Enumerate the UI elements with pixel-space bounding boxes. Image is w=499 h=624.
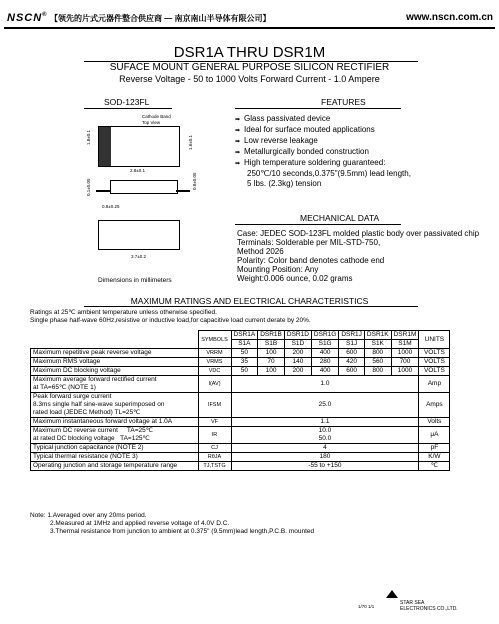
feature-item: ➡ High temperature soldering guaranteed: xyxy=(235,158,386,167)
ratings-heading: MAXIMUM RATINGS AND ELECTRICAL CHARACTERISTICS xyxy=(130,296,369,306)
subtitle: SUFACE MOUNT GENERAL PURPOSE SILICON RECTIFIER xyxy=(109,62,390,73)
value-cell: 400 xyxy=(311,349,338,358)
param-cell: Typical thermal resistance (NOTE 3) xyxy=(31,453,199,462)
mech-line: Method 2026 xyxy=(237,247,284,256)
table-row xyxy=(31,358,450,367)
symbol-cell: IR xyxy=(198,427,231,444)
rating-line: Reverse Voltage - 50 to 1000 Volts Forward Current - 1.0 Ampere xyxy=(119,74,380,84)
param-cell: Maximum repetitive peak reverse voltage xyxy=(31,349,199,358)
symbol-cell: TJ,TSTG xyxy=(198,462,231,471)
mechanical-heading: MECHANICAL DATA xyxy=(300,213,380,223)
dim-lead-width: 0.8±0.25 xyxy=(102,204,120,209)
param-cell: Maximum DC blocking voltage xyxy=(31,367,199,376)
param-cell: Typical junction capacitance (NOTE 2) xyxy=(31,444,199,453)
cathode-band xyxy=(99,127,111,166)
value-cell: 600 xyxy=(339,367,365,376)
notes xyxy=(30,512,314,536)
notes-label: Note: xyxy=(30,512,46,519)
footer-brand-line: STAR SEA xyxy=(400,600,425,606)
value-cell: 10.0 50.0 xyxy=(231,427,419,444)
footer-logo-icon xyxy=(386,590,398,598)
code-header: S1M xyxy=(391,340,419,349)
feature-item: ➡ Metallurgically bonded construction xyxy=(235,147,369,156)
unit-cell: Volts xyxy=(419,418,450,427)
unit-cell: VOLTS xyxy=(419,349,450,358)
part-header: DSR1G xyxy=(311,331,338,340)
feature-item: ➡ Glass passivated device xyxy=(235,114,331,123)
top-view-label: Top View xyxy=(142,120,161,125)
param-cell: Maximum DC reverse current TA=25℃ at rated DC blocking voltage TA=125℃ xyxy=(31,427,199,444)
ratings-underline xyxy=(84,306,418,307)
note-item: 2.Measured at 1MHz and applied reverse voltage of 4.0V D.C. xyxy=(50,520,230,527)
lead-left xyxy=(96,190,110,192)
value-cell: 100 xyxy=(258,367,285,376)
value-cell: 1000 xyxy=(391,367,419,376)
package-name: SOD-123FL xyxy=(104,97,150,107)
dim-right-height: 1.6±0.1 xyxy=(188,135,193,150)
code-header: S1G xyxy=(311,340,338,349)
package-underline xyxy=(84,108,172,109)
footer-code: 1/70 1/1 xyxy=(358,604,375,609)
unit-cell: VOLTS xyxy=(419,367,450,376)
value-cell: 200 xyxy=(284,367,311,376)
company-name: 【领先的片式元器件整合供应商 — 南京南山半导体有限公司】 xyxy=(50,14,271,23)
value-cell: 35 xyxy=(231,358,258,367)
param-cell: Operating junction and storage temperature range xyxy=(31,462,199,471)
feature-continuation: 5 lbs. (2.3kg) tension xyxy=(247,179,322,188)
package-top-view xyxy=(98,126,180,167)
brand-logo: NSCN® xyxy=(7,12,48,24)
param-cell: Maximum instantaneous forward voltage at 1.0A xyxy=(31,418,199,427)
value-cell: 560 xyxy=(364,358,391,367)
table-row xyxy=(31,444,450,453)
table-row xyxy=(31,367,450,376)
table-row xyxy=(31,349,450,358)
package-side-view xyxy=(110,180,178,194)
feature-item: ➡ Ideal for surface mouted applications xyxy=(235,125,375,134)
mech-line: Terminals: Solderable per MIL-STD-750, xyxy=(237,238,381,247)
spec-table xyxy=(30,330,450,471)
unit-cell: μA xyxy=(419,427,450,444)
mechanical-data xyxy=(237,229,499,283)
features-underline xyxy=(235,108,401,109)
lead-right xyxy=(176,190,190,192)
unit-cell: ℃ xyxy=(419,462,450,471)
cathode-label: Cathode Band xyxy=(142,114,171,119)
note-item: 1.Averaged over any 20ms period. xyxy=(47,512,147,519)
unit-cell: Amp xyxy=(419,376,450,393)
header-rule xyxy=(4,27,495,29)
dim-total-width: 3.7±0.2 xyxy=(131,254,146,259)
value-cell: 1.0 xyxy=(231,376,419,393)
value-cell: 200 xyxy=(284,349,311,358)
mechanical-underline xyxy=(235,224,401,225)
feature-item: ➡ Low reverse leakage xyxy=(235,136,318,145)
code-header: S1K xyxy=(364,340,391,349)
value-cell: 100 xyxy=(258,349,285,358)
part-header: DSR1B xyxy=(258,331,285,340)
symbol-cell: CJ xyxy=(198,444,231,453)
unit-cell: pF xyxy=(419,444,450,453)
value-cell: 140 xyxy=(284,358,311,367)
value-cell: 1.1 xyxy=(231,418,419,427)
symbol-cell: IFSM xyxy=(198,393,231,418)
value-cell: 280 xyxy=(311,358,338,367)
table-row xyxy=(31,453,450,462)
mech-line: Mounting Position: Any xyxy=(237,265,319,274)
symbol-cell: VRRM xyxy=(198,349,231,358)
part-header: DSR1A xyxy=(231,331,258,340)
header-blank xyxy=(31,331,199,349)
table-row xyxy=(31,393,450,418)
table-header-row xyxy=(31,331,450,340)
symbol-cell: VF xyxy=(198,418,231,427)
unit-cell: VOLTS xyxy=(419,358,450,367)
ratings-note: Single phase half-wave 60Hz,resistive or inductive load,for capacitive load current derate by 20%. xyxy=(30,317,311,324)
part-header: DSR1K xyxy=(364,331,391,340)
features-list xyxy=(235,114,411,189)
ratings-notes xyxy=(30,309,311,325)
dim-body-width: 2.8±0.1 xyxy=(130,168,145,173)
mech-line: Weight:0.006 ounce, 0.02 grams xyxy=(237,274,353,283)
value-cell: 25.0 xyxy=(231,393,419,418)
symbols-header: SYMBOLS xyxy=(198,331,231,349)
table-row xyxy=(31,376,450,393)
mech-line: Polarity: Color band denotes cathode end xyxy=(237,256,385,265)
symbol-cell: RθJA xyxy=(198,453,231,462)
page-title: DSR1A THRU DSR1M xyxy=(173,44,326,61)
dims-note: Dimensions in millimeters xyxy=(98,277,172,284)
code-header: S1D xyxy=(284,340,311,349)
value-cell: 50 xyxy=(231,367,258,376)
symbol-cell: I(AV) xyxy=(198,376,231,393)
value-cell: -55 to +150 xyxy=(231,462,419,471)
value-cell: 600 xyxy=(339,349,365,358)
value-cell: 400 xyxy=(311,367,338,376)
mech-line: Case: JEDEC SOD-123FL molded plastic body over passivated chip xyxy=(237,229,480,238)
dim-side-height: 0.1±0.05 xyxy=(86,178,91,196)
code-header: S1B xyxy=(258,340,285,349)
symbol-cell: VRMS xyxy=(198,358,231,367)
value-cell: 70 xyxy=(258,358,285,367)
footer-brand xyxy=(386,590,458,612)
value-cell: 420 xyxy=(339,358,365,367)
package-footprint xyxy=(98,220,180,250)
value-cell: 800 xyxy=(364,349,391,358)
unit-cell: Amps xyxy=(419,393,450,418)
value-cell: 50 xyxy=(231,349,258,358)
value-cell: 1000 xyxy=(391,349,419,358)
code-header: S1A xyxy=(231,340,258,349)
param-cell: Maximum average forward rectified current at TA=65℃ (NOTE 1) xyxy=(31,376,199,393)
website-url[interactable]: www.nscn.com.cn xyxy=(406,12,493,23)
footer-brand-line: ELECTRONICS CO.,LTD. xyxy=(400,606,458,612)
dim-left-height: 1.8±0.1 xyxy=(86,130,91,145)
part-header: DSR1J xyxy=(339,331,365,340)
param-cell: Maximum RMS voltage xyxy=(31,358,199,367)
ratings-note: Ratings at 25℃ ambient temperature unless otherwise specified. xyxy=(30,309,217,316)
note-item: 3.Thermal resistance from junction to ambient at 0.375" (9.5mm)lead length,P.C.B. mounted xyxy=(50,528,315,535)
symbol-cell: VDC xyxy=(198,367,231,376)
features-heading: FEATURES xyxy=(321,97,366,107)
feature-continuation: 250℃/10 seconds,0.375"(9.5mm) lead length, xyxy=(247,169,411,178)
value-cell: 4 xyxy=(231,444,419,453)
value-cell: 700 xyxy=(391,358,419,367)
param-cell: Peak forward surge current 8.3ms single half sine-wave superimposed on rated load (JEDEC Method) TL=25℃ xyxy=(31,393,199,418)
table-row xyxy=(31,462,450,471)
part-header: DSR1D xyxy=(284,331,311,340)
table-row xyxy=(31,427,450,444)
table-row xyxy=(31,418,450,427)
unit-cell: K/W xyxy=(419,453,450,462)
units-header: UNITS xyxy=(419,331,450,349)
value-cell: 800 xyxy=(364,367,391,376)
part-header: DSR1M xyxy=(391,331,419,340)
value-cell: 180 xyxy=(231,453,419,462)
code-header: S1J xyxy=(339,340,365,349)
dim-lead-thickness: 0.8±0.05 xyxy=(192,172,197,190)
